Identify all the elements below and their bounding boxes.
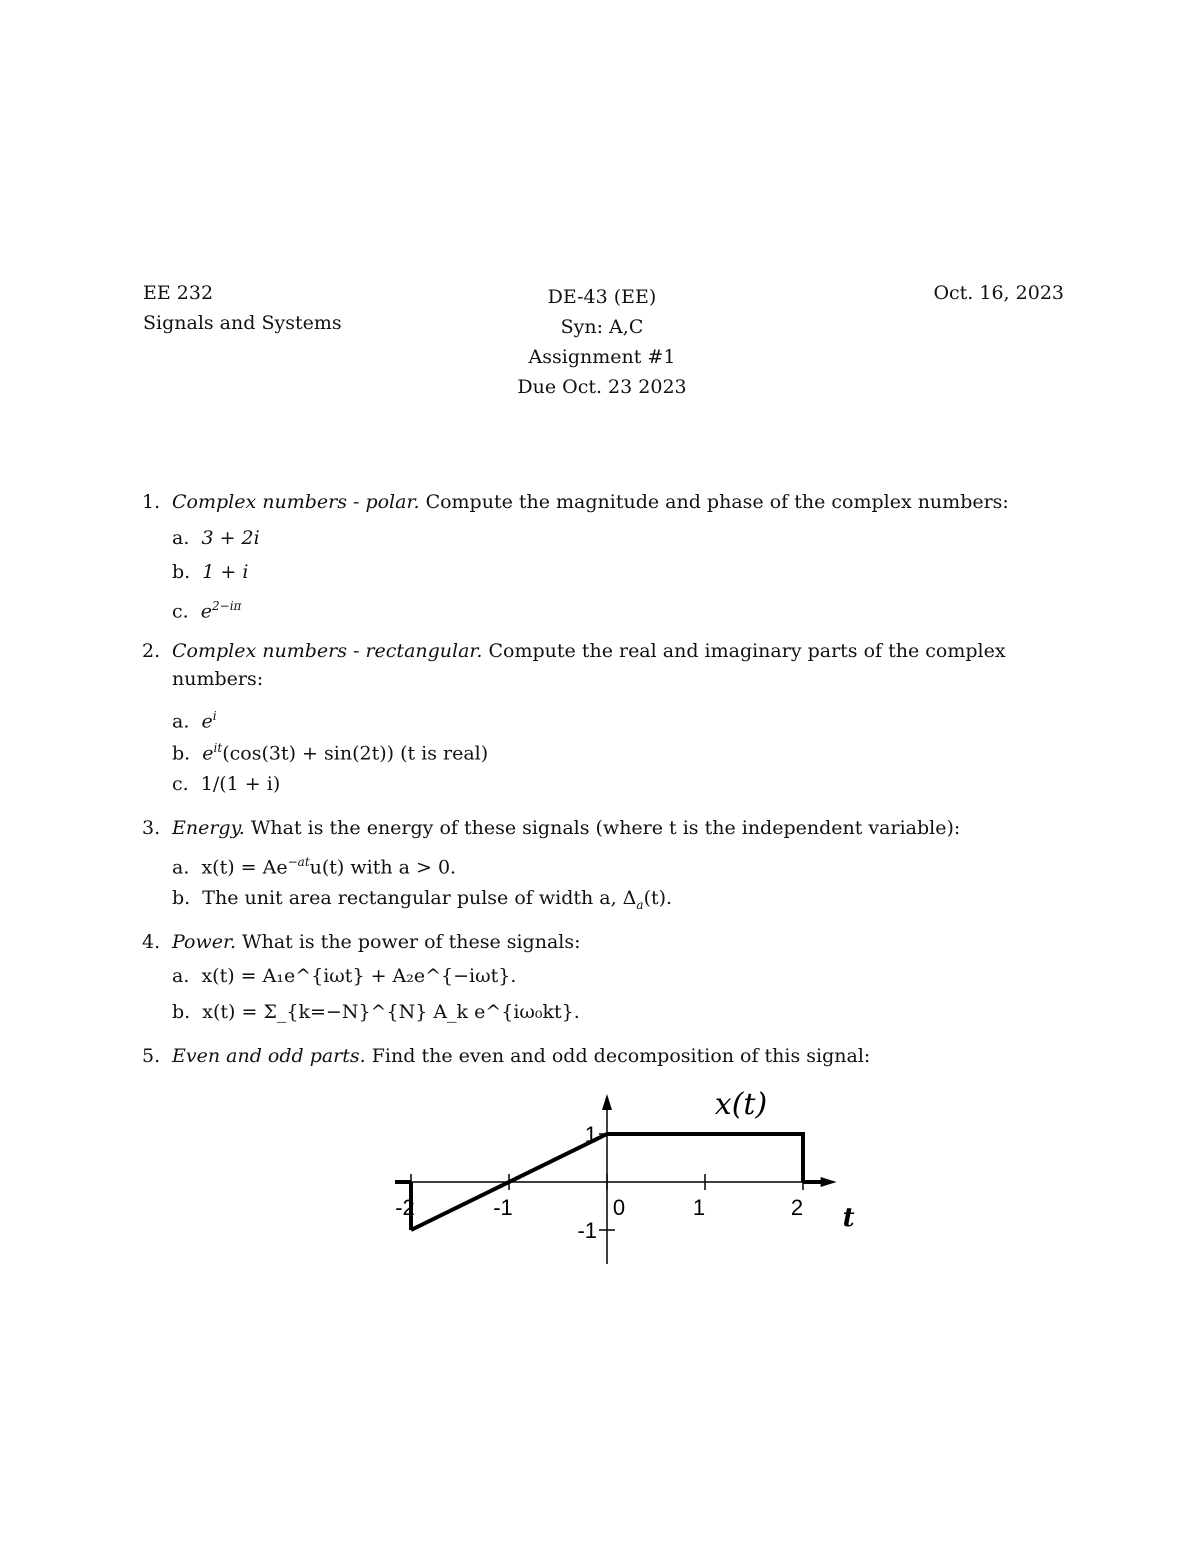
y-axis-arrow xyxy=(602,1094,612,1110)
x-tick-label: -1 xyxy=(493,1195,513,1220)
question-1-text: Compute the magnitude and phase of the complex numbers: xyxy=(425,491,1009,513)
x-tick-label: 1 xyxy=(692,1195,706,1220)
x-tick-label: 0 xyxy=(612,1195,626,1220)
q1-item-b: b. 1 + i xyxy=(172,561,249,583)
question-4-title: Power. xyxy=(172,931,236,953)
y-tick-label: -1 xyxy=(577,1218,597,1243)
question-1-title: Complex numbers - polar. xyxy=(172,491,420,513)
q3-item-a: a. $x(t) = Ae^{-at}u(t)$ with a > 0. xyxy=(172,855,457,879)
x-axis-label: t xyxy=(842,1203,855,1233)
question-5-title: Even and odd parts. xyxy=(172,1045,366,1067)
question-3-text: What is the energy of these signals (where t is the independent variable): xyxy=(250,817,961,839)
q1-item-c: c. $e^{2-i\pi}$ xyxy=(172,599,242,623)
question-3: 3. Energy. What is the energy of these signals (where t is the independent variable): xyxy=(142,817,961,839)
question-4: 4. Power. What is the power of these signals: xyxy=(142,931,581,953)
y-tick-label: 1 xyxy=(584,1122,597,1147)
section: DE-43 (EE) xyxy=(547,286,657,308)
q3-item-b: b. The unit area rectangular pulse of width a, $\Delta_a(t)$. xyxy=(172,887,673,912)
x-axis-arrow xyxy=(821,1177,837,1187)
q4-item-b: b. x(t) = Σ_{k=−N}^{N} A_k e^{iω₀kt}. xyxy=(172,1001,580,1023)
signal-plot xyxy=(380,1080,860,1280)
question-1: 1. Complex numbers - polar. Compute the magnitude and phase of the complex numbers: xyxy=(142,491,1009,513)
question-2-title: Complex numbers - rectangular. xyxy=(172,640,483,662)
due-date: Due Oct. 23 2023 xyxy=(517,376,687,398)
question-2-text-cont: numbers: xyxy=(172,668,264,690)
question-2: 2. Complex numbers - rectangular. Compute the real and imaginary parts of the complex xyxy=(142,640,1006,662)
x-tick-label: -2 xyxy=(395,1195,415,1220)
question-2-text: Compute the real and imaginary parts of the complex xyxy=(488,640,1006,662)
x-tick-label: 2 xyxy=(790,1195,804,1220)
course-block xyxy=(143,278,342,338)
q1-item-a: a. 3 + 2i xyxy=(172,527,260,549)
question-5-text: Find the even and odd decomposition of this signal: xyxy=(371,1045,871,1067)
question-4-text: What is the power of these signals: xyxy=(242,931,581,953)
course-code: EE 232 xyxy=(143,282,214,304)
q2-item-c: c. 1/(1 + i) xyxy=(172,773,281,795)
question-3-title: Energy. xyxy=(172,817,245,839)
course-name: Signals and Systems xyxy=(143,312,342,334)
issue-date: Oct. 16, 2023 xyxy=(933,282,1064,304)
assignment-block xyxy=(450,282,754,402)
q2-item-b: b. $e^{it}(\cos(3t) + \sin(2t))$ (t is real) xyxy=(172,741,489,765)
question-5: 5. Even and odd parts. Find the even and odd decomposition of this signal: xyxy=(142,1045,871,1067)
syndicate: Syn: A,C xyxy=(560,316,644,338)
q4-item-a: a. x(t) = A₁e^{iωt} + A₂e^{−iωt}. xyxy=(172,965,517,987)
plot-title: x(t) xyxy=(714,1087,768,1122)
q2-item-a: a. $e^i$ xyxy=(172,709,217,733)
assignment-title: Assignment #1 xyxy=(528,346,676,368)
